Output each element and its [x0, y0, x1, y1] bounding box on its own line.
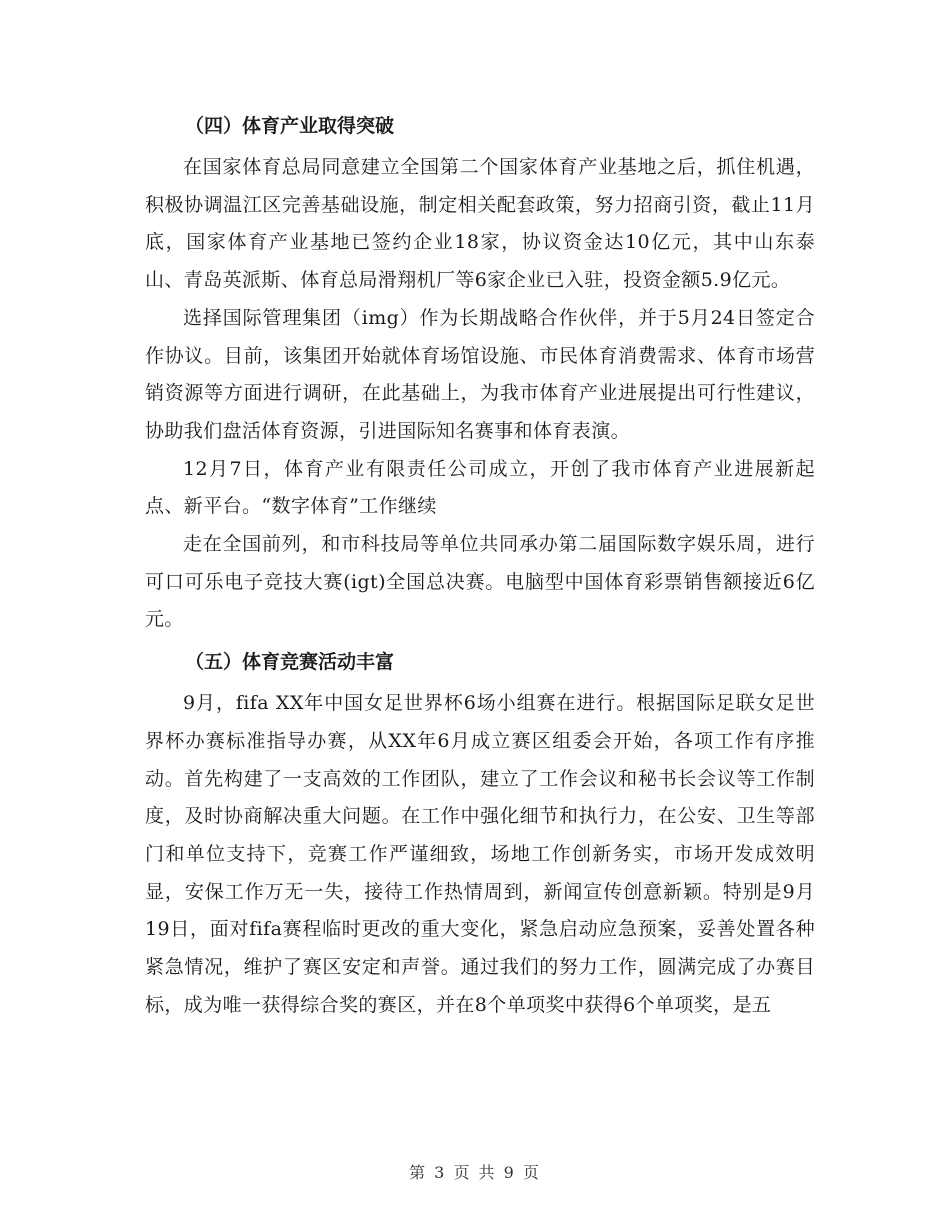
paragraph: 走在全国前列，和市科技局等单位共同承办第二届国际数字娱乐周，进行可口可乐电子竞技大赛(igt)全国总决赛。电脑型中国体育彩票销售额接近6亿元。	[145, 533, 815, 631]
paragraph: 选择国际管理集团（img）作为长期战略合作伙伴，并于5月24日签定合作协议。目前，该集团开始就体育场馆设施、市民体育消费需求、体育市场营销资源等方面进行调研，在此基础上，为我市体育产业进展提出可行性建议，协助我们盘活体育资源，引进国际知名赛事和体育表演。	[145, 306, 815, 442]
page-number-footer: 第 3 页 共 9 页	[409, 1163, 541, 1182]
section-heading-4: （四）体育产业取得突破	[185, 115, 395, 137]
document-body	[145, 103, 815, 1024]
section-heading-5: （五）体育竞赛活动丰富	[185, 651, 395, 674]
paragraph: 12月7日，体育产业有限责任公司成立，开创了我市体育产业进展新起点、新平台。“数字体育”工作继续	[145, 457, 815, 518]
paragraph: 9月，fifa XX年中国女足世界杯6场小组赛在进行。根据国际足联女足世界杯办赛标准指导办赛，从XX年6月成立赛区组委会开始，各项工作有序推动。首先构建了一支高效的工作团队，建立了工作会议和秘书长会议等工作制度，及时协商解决重大问题。在工作中强化细节和执行力，在公安、卫生等部门和单位支持下，竞赛工作严谨细致，场地工作创新务实，市场开发成效明显，安保工作万无一失，接待工作热情周到，新闻宣传创意新颖。特别是9月19日，面对fifa赛程临时更改的重大变化，紧急启动应急预案，妥善处置各种紧急情况，维护了赛区安定和声誉。通过我们的努力工作，圆满完成了办赛目标，成为唯一获得综合奖的赛区，并在8个单项奖中获得6个单项奖，是五	[145, 692, 815, 1016]
paragraph: 在国家体育总局同意建立全国第二个国家体育产业基地之后，抓住机遇，积极协调温江区完善基础设施，制定相关配套政策，努力招商引资，截止11月底，国家体育产业基地已签约企业18家，协议资金达10亿元，其中山东泰山、青岛英派斯、体育总局滑翔机厂等6家企业已入驻，投资金额5.9亿元。	[145, 156, 815, 292]
